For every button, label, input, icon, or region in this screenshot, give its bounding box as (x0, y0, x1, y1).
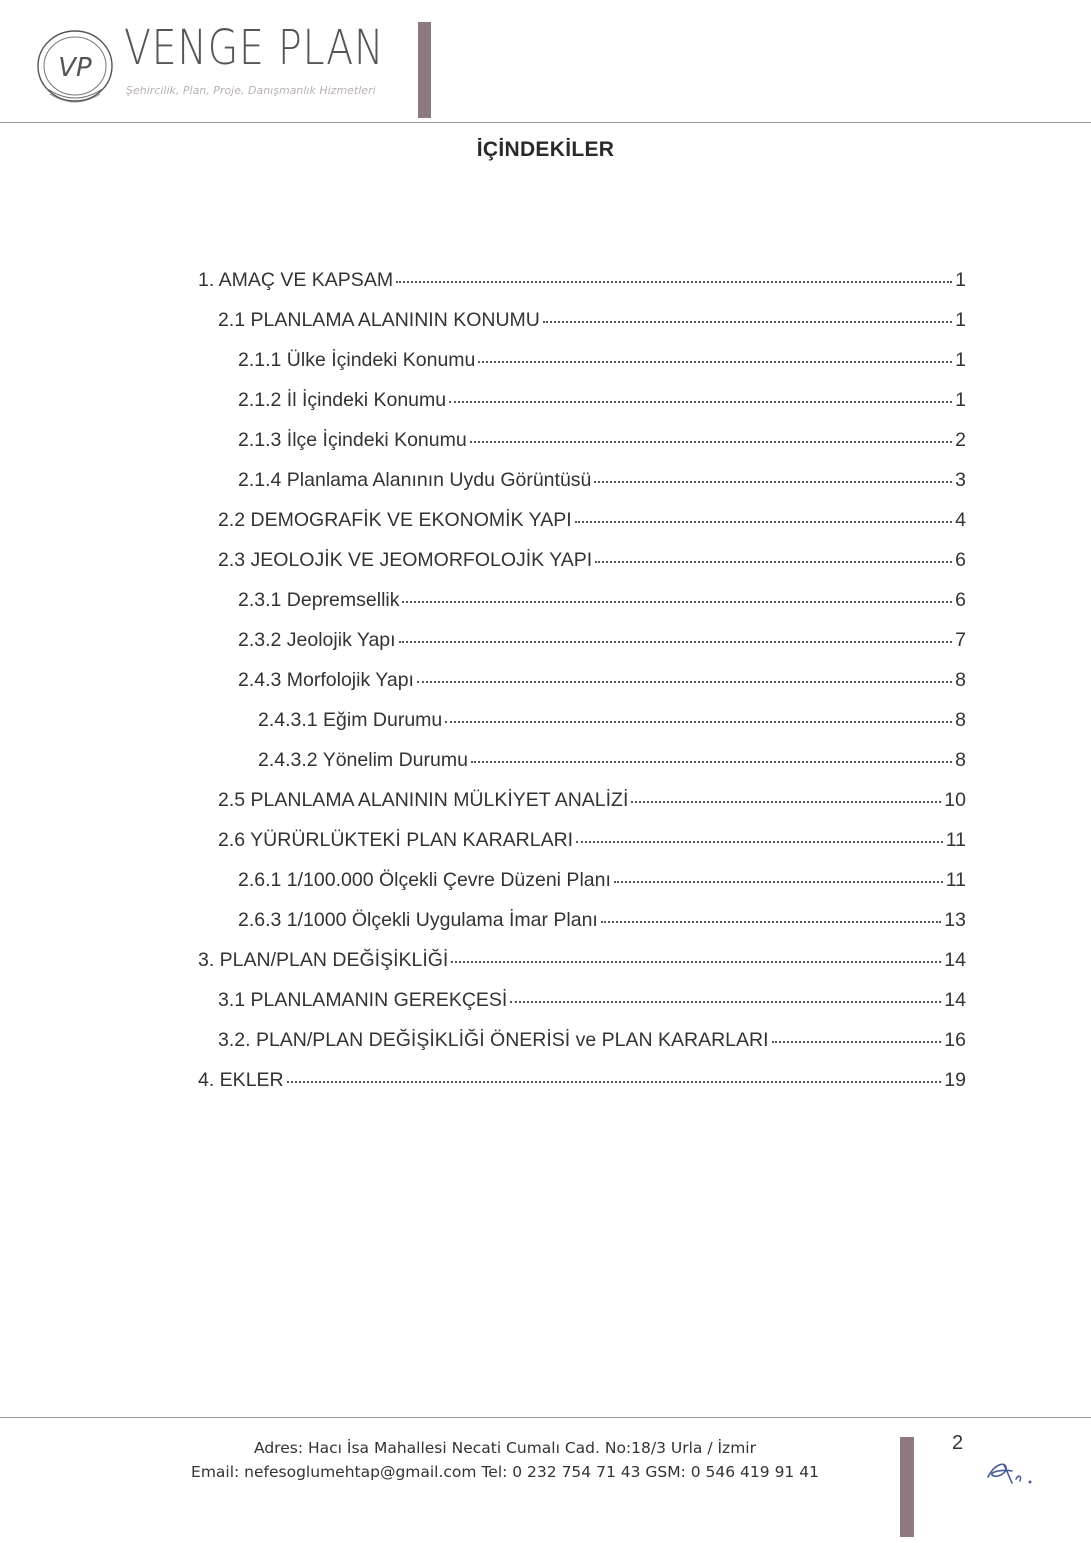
toc-entry[interactable] (238, 864, 966, 894)
toc-entry[interactable] (238, 384, 966, 414)
toc-entry-label: 2.6.3 1/1000 Ölçekli Uygulama İmar Planı (238, 908, 598, 931)
toc-leader-dots (478, 341, 952, 363)
toc-entry[interactable] (218, 824, 966, 854)
toc-entry-label: 2.6.1 1/100.000 Ölçekli Çevre Düzeni Planı (238, 868, 611, 891)
toc-entry-page: 7 (955, 628, 966, 651)
toc-leader-dots (449, 381, 952, 403)
footer-address: Adres: Hacı İsa Mahallesi Necati Cumalı Cad. No:18/3 Urla / İzmir (254, 1439, 756, 1457)
document-header (0, 0, 1091, 125)
toc-entry-page: 8 (955, 748, 966, 771)
toc-entry-page: 11 (945, 868, 966, 891)
header-divider (0, 122, 1091, 123)
toc-entry-page: 19 (944, 1068, 966, 1091)
toc-entry-page: 1 (955, 268, 966, 291)
toc-entry[interactable] (238, 624, 966, 654)
toc-entry[interactable] (218, 984, 966, 1014)
toc-entry-page: 8 (955, 708, 966, 731)
toc-entry[interactable] (218, 544, 966, 574)
handwritten-initials-icon (982, 1455, 1042, 1489)
toc-entry-label: 2.2 DEMOGRAFİK VE EKONOMİK YAPI (218, 508, 572, 531)
toc-entry[interactable] (198, 944, 966, 974)
toc-entry-label: 2.1.4 Planlama Alanının Uydu Görüntüsü (238, 468, 592, 491)
toc-entry-page: 1 (955, 308, 966, 331)
toc-leader-dots (575, 501, 953, 523)
toc-leader-dots (614, 861, 943, 883)
toc-leader-dots (576, 821, 943, 843)
toc-entry-label: 2.1 PLANLAMA ALANININ KONUMU (218, 308, 540, 331)
toc-entry[interactable] (238, 424, 966, 454)
toc-entry-page: 13 (944, 908, 966, 931)
toc-entry[interactable] (198, 264, 966, 294)
toc-entry-label: 2.1.2 İl İçindeki Konumu (238, 388, 447, 411)
toc-entry-page: 1 (955, 348, 966, 371)
toc-entry[interactable] (238, 584, 966, 614)
toc-entry-label: 3.1 PLANLAMANIN GEREKÇESİ (218, 988, 508, 1011)
toc-leader-dots (510, 981, 941, 1003)
toc-entry-page: 4 (955, 508, 966, 531)
toc-entry[interactable] (238, 344, 966, 374)
toc-entry-label: 2.3.2 Jeolojik Yapı (238, 628, 396, 651)
toc-entry[interactable] (258, 704, 966, 734)
toc-title: İÇİNDEKİLER (476, 138, 615, 161)
toc-entry-page: 6 (955, 588, 966, 611)
toc-entry-label: 2.1.3 İlçe İçindeki Konumu (238, 428, 467, 451)
header-brand-bar (418, 22, 431, 118)
toc-entry-label: 3. PLAN/PLAN DEĞİŞİKLİĞİ (198, 948, 449, 971)
logo-monogram: VP (58, 53, 92, 83)
toc-entry-label: 2.3.1 Depremsellik (238, 588, 400, 611)
footer-divider (0, 1417, 1091, 1418)
toc-leader-dots (471, 741, 952, 763)
toc-leader-dots (594, 461, 952, 483)
toc-entry[interactable] (218, 304, 966, 334)
toc-entry-page: 10 (944, 788, 966, 811)
toc-entry-page: 3 (955, 468, 966, 491)
toc-entry-page: 6 (955, 548, 966, 571)
toc-leader-dots (399, 621, 953, 643)
toc-entry[interactable] (238, 904, 966, 934)
toc-entry-label: 2.4.3.2 Yönelim Durumu (258, 748, 468, 771)
toc-leader-dots (470, 421, 952, 443)
logo-name: VENGE PLAN (124, 20, 385, 76)
toc-entry-label: 2.5 PLANLAMA ALANININ MÜLKİYET ANALİZİ (218, 788, 629, 811)
toc-entry-label: 2.4.3.1 Eğim Durumu (258, 708, 443, 731)
toc-entry-label: 2.3 JEOLOJİK VE JEOMORFOLOJİK YAPI (218, 548, 593, 571)
toc-leader-dots (451, 941, 941, 963)
toc-entry-page: 11 (945, 828, 966, 851)
toc-entry[interactable] (238, 664, 966, 694)
page-number: 2 (952, 1432, 964, 1454)
toc-entry-page: 14 (944, 948, 966, 971)
toc-entry-page: 8 (955, 668, 966, 691)
toc-leader-dots (543, 301, 952, 323)
toc-entry[interactable] (238, 464, 966, 494)
toc-leader-dots (631, 781, 941, 803)
toc-leader-dots (601, 901, 941, 923)
toc-leader-dots (396, 261, 952, 283)
toc-entry-page: 2 (955, 428, 966, 451)
toc-leader-dots (402, 581, 952, 603)
toc-entry[interactable] (258, 744, 966, 774)
toc-entry-label: 1. AMAÇ VE KAPSAM (198, 268, 394, 291)
logo-seal-icon (34, 26, 116, 106)
footer-contact: Email: nefesoglumehtap@gmail.com Tel: 0 232 754 71 43 GSM: 0 546 419 91 41 (191, 1463, 819, 1481)
footer-brand-bar (900, 1437, 914, 1537)
toc-entry-label: 4. EKLER (198, 1068, 284, 1091)
toc-entry-page: 14 (944, 988, 966, 1011)
toc-entry-page: 1 (955, 388, 966, 411)
toc-entry-label: 2.4.3 Morfolojik Yapı (238, 668, 414, 691)
logo-tagline: Şehircilik, Plan, Proje, Danışmanlık Hizmetleri (126, 84, 376, 97)
toc-leader-dots (595, 541, 952, 563)
toc-entry-label: 2.6 YÜRÜRLÜKTEKİ PLAN KARARLARI (218, 828, 574, 851)
toc-entry[interactable] (198, 1064, 966, 1094)
toc-leader-dots (445, 701, 952, 723)
toc-entry-label: 3.2. PLAN/PLAN DEĞİŞİKLİĞİ ÖNERİSİ ve PLAN KARARLARI (218, 1028, 769, 1051)
toc-entry-page: 16 (944, 1028, 966, 1051)
toc-leader-dots (772, 1021, 942, 1043)
toc-entry[interactable] (218, 1024, 966, 1054)
toc-leader-dots (287, 1061, 942, 1083)
toc-entry[interactable] (218, 784, 966, 814)
toc-entry-label: 2.1.1 Ülke İçindeki Konumu (238, 348, 476, 371)
toc-leader-dots (417, 661, 952, 683)
toc-entry[interactable] (218, 504, 966, 534)
